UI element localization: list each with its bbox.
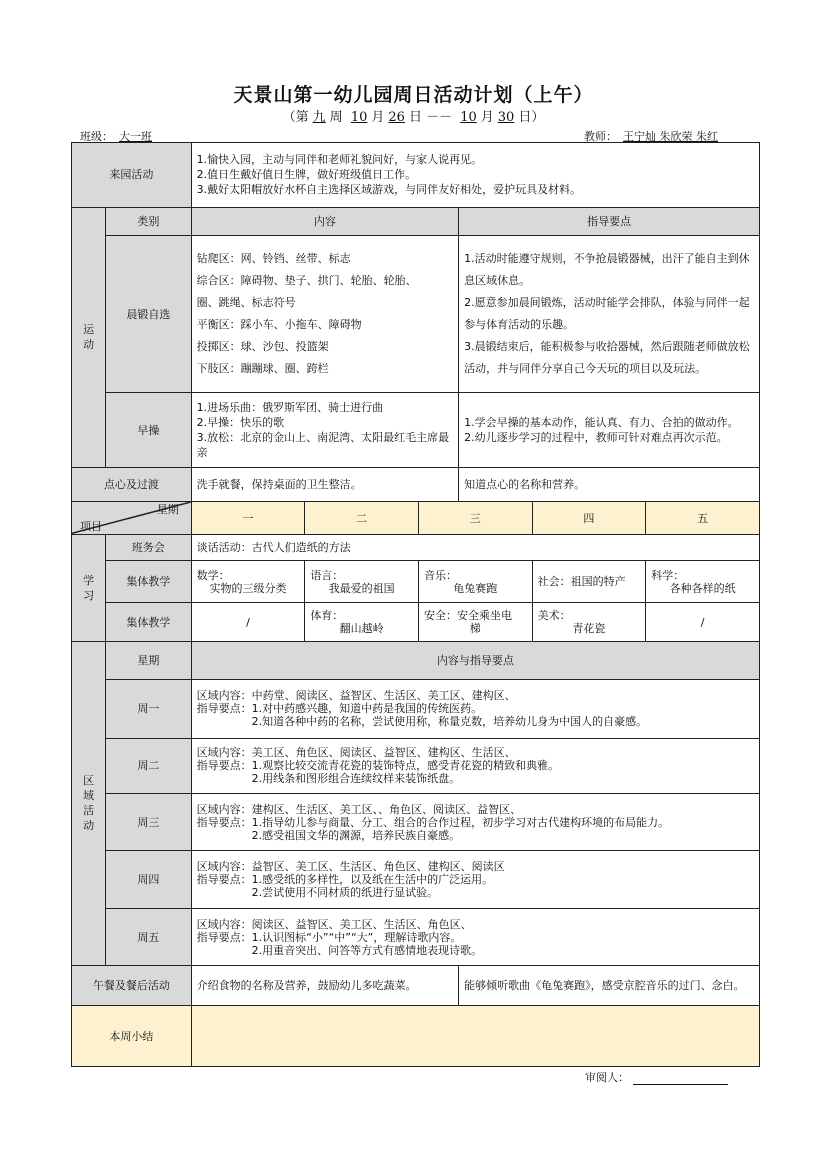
lesson-topic: 青花瓷 xyxy=(572,622,606,636)
area-content xyxy=(191,738,759,794)
sports-header-row xyxy=(72,207,760,235)
lesson-subject: 语言： xyxy=(310,568,344,582)
lesson-cell xyxy=(191,561,305,603)
teacher-label: 教师： xyxy=(584,130,617,143)
area-label-text: 区 域 活 动 xyxy=(83,774,95,833)
activity-plan-table xyxy=(71,142,760,1067)
week-label: 周 xyxy=(329,110,343,125)
area-line: 2.尝试使用不同材质的纸进行显试验。 xyxy=(196,886,439,900)
exercise-line: 2.早操：快乐的歌 xyxy=(196,416,285,430)
exercise-point: 1.学会早操的基本动作，能认真、有力、合拍的做动作。 xyxy=(464,416,739,430)
col-category: 类别 xyxy=(106,207,191,235)
date-range xyxy=(0,106,827,125)
start-month: 10 xyxy=(350,110,368,125)
snack-points: 知道点心的名称和营养。 xyxy=(459,468,760,502)
lesson-subject: 数学： xyxy=(196,568,230,582)
morning-line: 平衡区：踩小车、小拖车、障碍物 xyxy=(196,318,362,332)
lesson-subject: / xyxy=(700,615,705,629)
area-content xyxy=(191,909,759,966)
area-line: 指导要点：1.认识图标“小”“中”“大”，理解诗歌内容。 xyxy=(196,930,462,944)
lesson-cell xyxy=(532,603,646,641)
area-line: 2.用线条和图形组合连续纹样来装饰纸盘。 xyxy=(196,772,461,786)
exercise-line: 1.进场乐曲：俄罗斯军团、骑士进行曲 xyxy=(196,401,384,415)
study-label xyxy=(72,534,106,641)
area-row xyxy=(72,680,760,739)
area-col-content: 内容与指导要点 xyxy=(191,641,759,679)
class-value: 大一班 xyxy=(119,130,152,143)
lesson-topic: 翻山越岭 xyxy=(339,622,384,636)
day-header: 一 xyxy=(191,502,305,534)
exercise-points xyxy=(459,393,760,468)
area-line: 区域内容：阅读区、益智区、美工区、生活区、角色区、 xyxy=(196,917,472,931)
start-day: 26 xyxy=(388,110,405,125)
lesson-cell xyxy=(305,603,419,641)
arrival-line: 3.戴好太阳帽放好水杯自主选择区域游戏，与同伴友好相处，爱护玩具及材料。 xyxy=(196,183,582,197)
corner-weekday: 星期 xyxy=(156,503,179,517)
month-label: 月 xyxy=(480,110,494,125)
lesson-cell xyxy=(418,603,532,641)
area-row xyxy=(72,850,760,909)
class-meeting-label: 班务会 xyxy=(106,534,191,560)
morning-line: 圈、跳绳、标志符号 xyxy=(196,296,296,310)
exercise-label: 早操 xyxy=(106,393,191,468)
lunch-points: 能够倾听歌曲《龟兔赛跑》，感受京腔音乐的过门、念白。 xyxy=(459,965,760,1005)
day-header: 五 xyxy=(646,502,760,534)
week-number: 九 xyxy=(312,110,326,125)
area-line: 区域内容：中药堂、阅读区、益智区、生活区、美工区、建构区、 xyxy=(196,689,516,703)
arrival-line: 1.愉快入园，主动与同伴和老师礼貌问好，与家人说再见。 xyxy=(196,153,483,167)
lesson-topic: 梯 xyxy=(469,622,481,636)
summary-label: 本周小结 xyxy=(72,1006,192,1067)
area-day: 周二 xyxy=(106,738,191,794)
exercise-line: 3.放松：北京的金山上、南泥湾、太阳最红毛主席最亲 xyxy=(196,431,450,460)
lesson-subject: 美术： xyxy=(537,609,571,623)
morning-content xyxy=(191,235,459,393)
day-header: 三 xyxy=(418,502,532,534)
morning-line: 综合区：障碍物、垫子、拱门、轮胎、轮胎、 xyxy=(196,274,417,288)
morning-row xyxy=(72,235,760,393)
area-line: 指导要点：1.观察比较交流青花瓷的装饰特点，感受青花瓷的精致和典雅。 xyxy=(196,759,560,773)
arrival-line: 2.值日生戴好值日生牌，做好班级值日工作。 xyxy=(196,168,417,182)
day-header: 二 xyxy=(305,502,419,534)
morning-line: 下肢区：蹦蹦球、圈、跨栏 xyxy=(196,362,329,376)
area-row xyxy=(72,909,760,966)
group-teaching-label: 集体教学 xyxy=(106,603,191,641)
day-header: 四 xyxy=(532,502,646,534)
area-content xyxy=(191,680,759,739)
morning-line: 投掷区：球、沙包、投篮架 xyxy=(196,340,329,354)
lesson-subject: 音乐： xyxy=(423,568,457,582)
morning-point: 1.活动时能遵守规则，不争抢晨锻器械，出汗了能自主到休息区域休息。 xyxy=(464,252,750,288)
area-day: 周三 xyxy=(106,794,191,851)
reviewer-field xyxy=(585,1069,728,1085)
area-line: 2.知道各种中药的名称，尝试使用称，称量克数，培养幼儿身为中国人的自豪感。 xyxy=(196,715,648,729)
area-day: 周四 xyxy=(106,850,191,909)
lesson-cell xyxy=(418,561,532,603)
lesson-cell xyxy=(646,561,760,603)
class-meeting-row xyxy=(72,534,760,560)
snack-row xyxy=(72,468,760,502)
snack-label: 点心及过渡 xyxy=(72,468,192,502)
group-teaching-row xyxy=(72,561,760,603)
exercise-point: 2.幼儿逐步学习的过程中，教师可针对难点再次示范。 xyxy=(464,431,728,445)
sports-label xyxy=(72,207,106,468)
weekday-header-row xyxy=(72,502,760,534)
end-day: 30 xyxy=(497,110,515,125)
area-row xyxy=(72,794,760,851)
arrival-content xyxy=(191,143,759,208)
exercise-row xyxy=(72,393,760,468)
area-line: 指导要点：1.对中药感兴趣，知道中药是我国的传统医药。 xyxy=(196,702,483,716)
reviewer-label: 审阅人： xyxy=(585,1071,629,1084)
lesson-subject: 科学： xyxy=(651,568,685,582)
area-line: 区域内容：建构区、生活区、美工区、、角色区、阅读区、益智区、 xyxy=(196,802,522,816)
day-label: 日 －－ xyxy=(408,110,453,125)
arrival-row xyxy=(72,143,760,208)
area-line: 区域内容：益智区、美工区、生活区、角色区、建构区、阅读区 xyxy=(196,860,505,874)
lesson-subject: 安全：安全乘坐电 xyxy=(423,609,512,623)
area-line: 指导要点：1.感受纸的多样性，以及纸在生活中的广泛运用。 xyxy=(196,873,494,887)
area-header-row xyxy=(72,641,760,679)
area-line: 区域内容：美工区、角色区、阅读区、益智区、建构区、生活区、 xyxy=(196,746,516,760)
area-line: 2.用重音突出、问答等方式有感情地表现诗歌。 xyxy=(196,943,483,957)
group-teaching-label: 集体教学 xyxy=(106,561,191,603)
teacher-value: 王宁灿 朱欣荣 朱红 xyxy=(623,130,718,143)
lesson-topic: 我最爱的祖国 xyxy=(328,581,395,595)
area-content xyxy=(191,850,759,909)
lesson-cell xyxy=(191,603,305,641)
corner-item: 项目 xyxy=(80,519,102,533)
subtitle-prefix: （第 xyxy=(282,110,309,125)
month-label: 月 xyxy=(371,110,385,125)
weekday-corner xyxy=(72,502,192,534)
class-label: 班级： xyxy=(80,130,113,143)
morning-point: 3.晨锻结束后，能积极参与收拾器械，然后跟随老师做放松活动，并与同伴分享自己今天玩的项目以及玩法。 xyxy=(464,340,750,376)
day-label: 日） xyxy=(518,110,545,125)
lesson-subject: / xyxy=(246,615,250,629)
area-line: 2.感受祖国文华的渊源，培养民族自豪感。 xyxy=(196,828,461,842)
area-content xyxy=(191,794,759,851)
lesson-topic: 实物的三级分类 xyxy=(209,581,287,595)
morning-point: 2.愿意参加晨间锻炼，活动时能学会排队，体验与同伴一起参与体育活动的乐趣。 xyxy=(464,296,750,332)
area-col-day: 星期 xyxy=(106,641,191,679)
lunch-content: 介绍食物的名称及营养，鼓励幼儿多吃蔬菜。 xyxy=(191,965,459,1005)
lesson-cell xyxy=(305,561,419,603)
area-day: 周一 xyxy=(106,680,191,739)
lesson-cell xyxy=(532,561,646,603)
lesson-subject: 体育： xyxy=(310,609,344,623)
lunch-label: 午餐及餐后活动 xyxy=(72,965,192,1005)
summary-content xyxy=(191,1006,759,1067)
lesson-topic: 各种各样的纸 xyxy=(669,581,736,595)
area-row xyxy=(72,738,760,794)
class-meeting-content: 谈话活动：古代人们造纸的方法 xyxy=(191,534,759,560)
lunch-row xyxy=(72,965,760,1005)
reviewer-signature-line[interactable] xyxy=(633,1074,728,1085)
col-content: 内容 xyxy=(191,207,459,235)
area-day: 周五 xyxy=(106,909,191,966)
area-label xyxy=(72,641,106,965)
area-line: 指导要点：1.指导幼儿参与商量、分工、组合的合作过程，初步学习对古代建构环境的布局能力。 xyxy=(196,815,670,829)
lesson-cell xyxy=(646,603,760,641)
summary-row xyxy=(72,1006,760,1067)
sports-label-text: 运 动 xyxy=(83,323,95,352)
morning-points xyxy=(459,235,760,393)
study-label-text: 学 习 xyxy=(83,573,95,602)
group-teaching-row xyxy=(72,603,760,641)
end-month: 10 xyxy=(460,110,477,125)
snack-content: 洗手就餐，保持桌面的卫生整洁。 xyxy=(191,468,459,502)
arrival-label: 来园活动 xyxy=(72,143,192,208)
exercise-content xyxy=(191,393,459,468)
page-title: 天景山第一幼儿园周日活动计划（上午） xyxy=(233,84,594,106)
morning-line: 钻爬区：网、铃铛、丝带、标志 xyxy=(196,252,351,266)
morning-label: 晨锻自选 xyxy=(106,235,191,393)
col-points: 指导要点 xyxy=(459,207,760,235)
lesson-topic: 龟兔赛跑 xyxy=(453,581,498,595)
lesson-subject: 社会：祖国的特产 xyxy=(537,575,626,589)
